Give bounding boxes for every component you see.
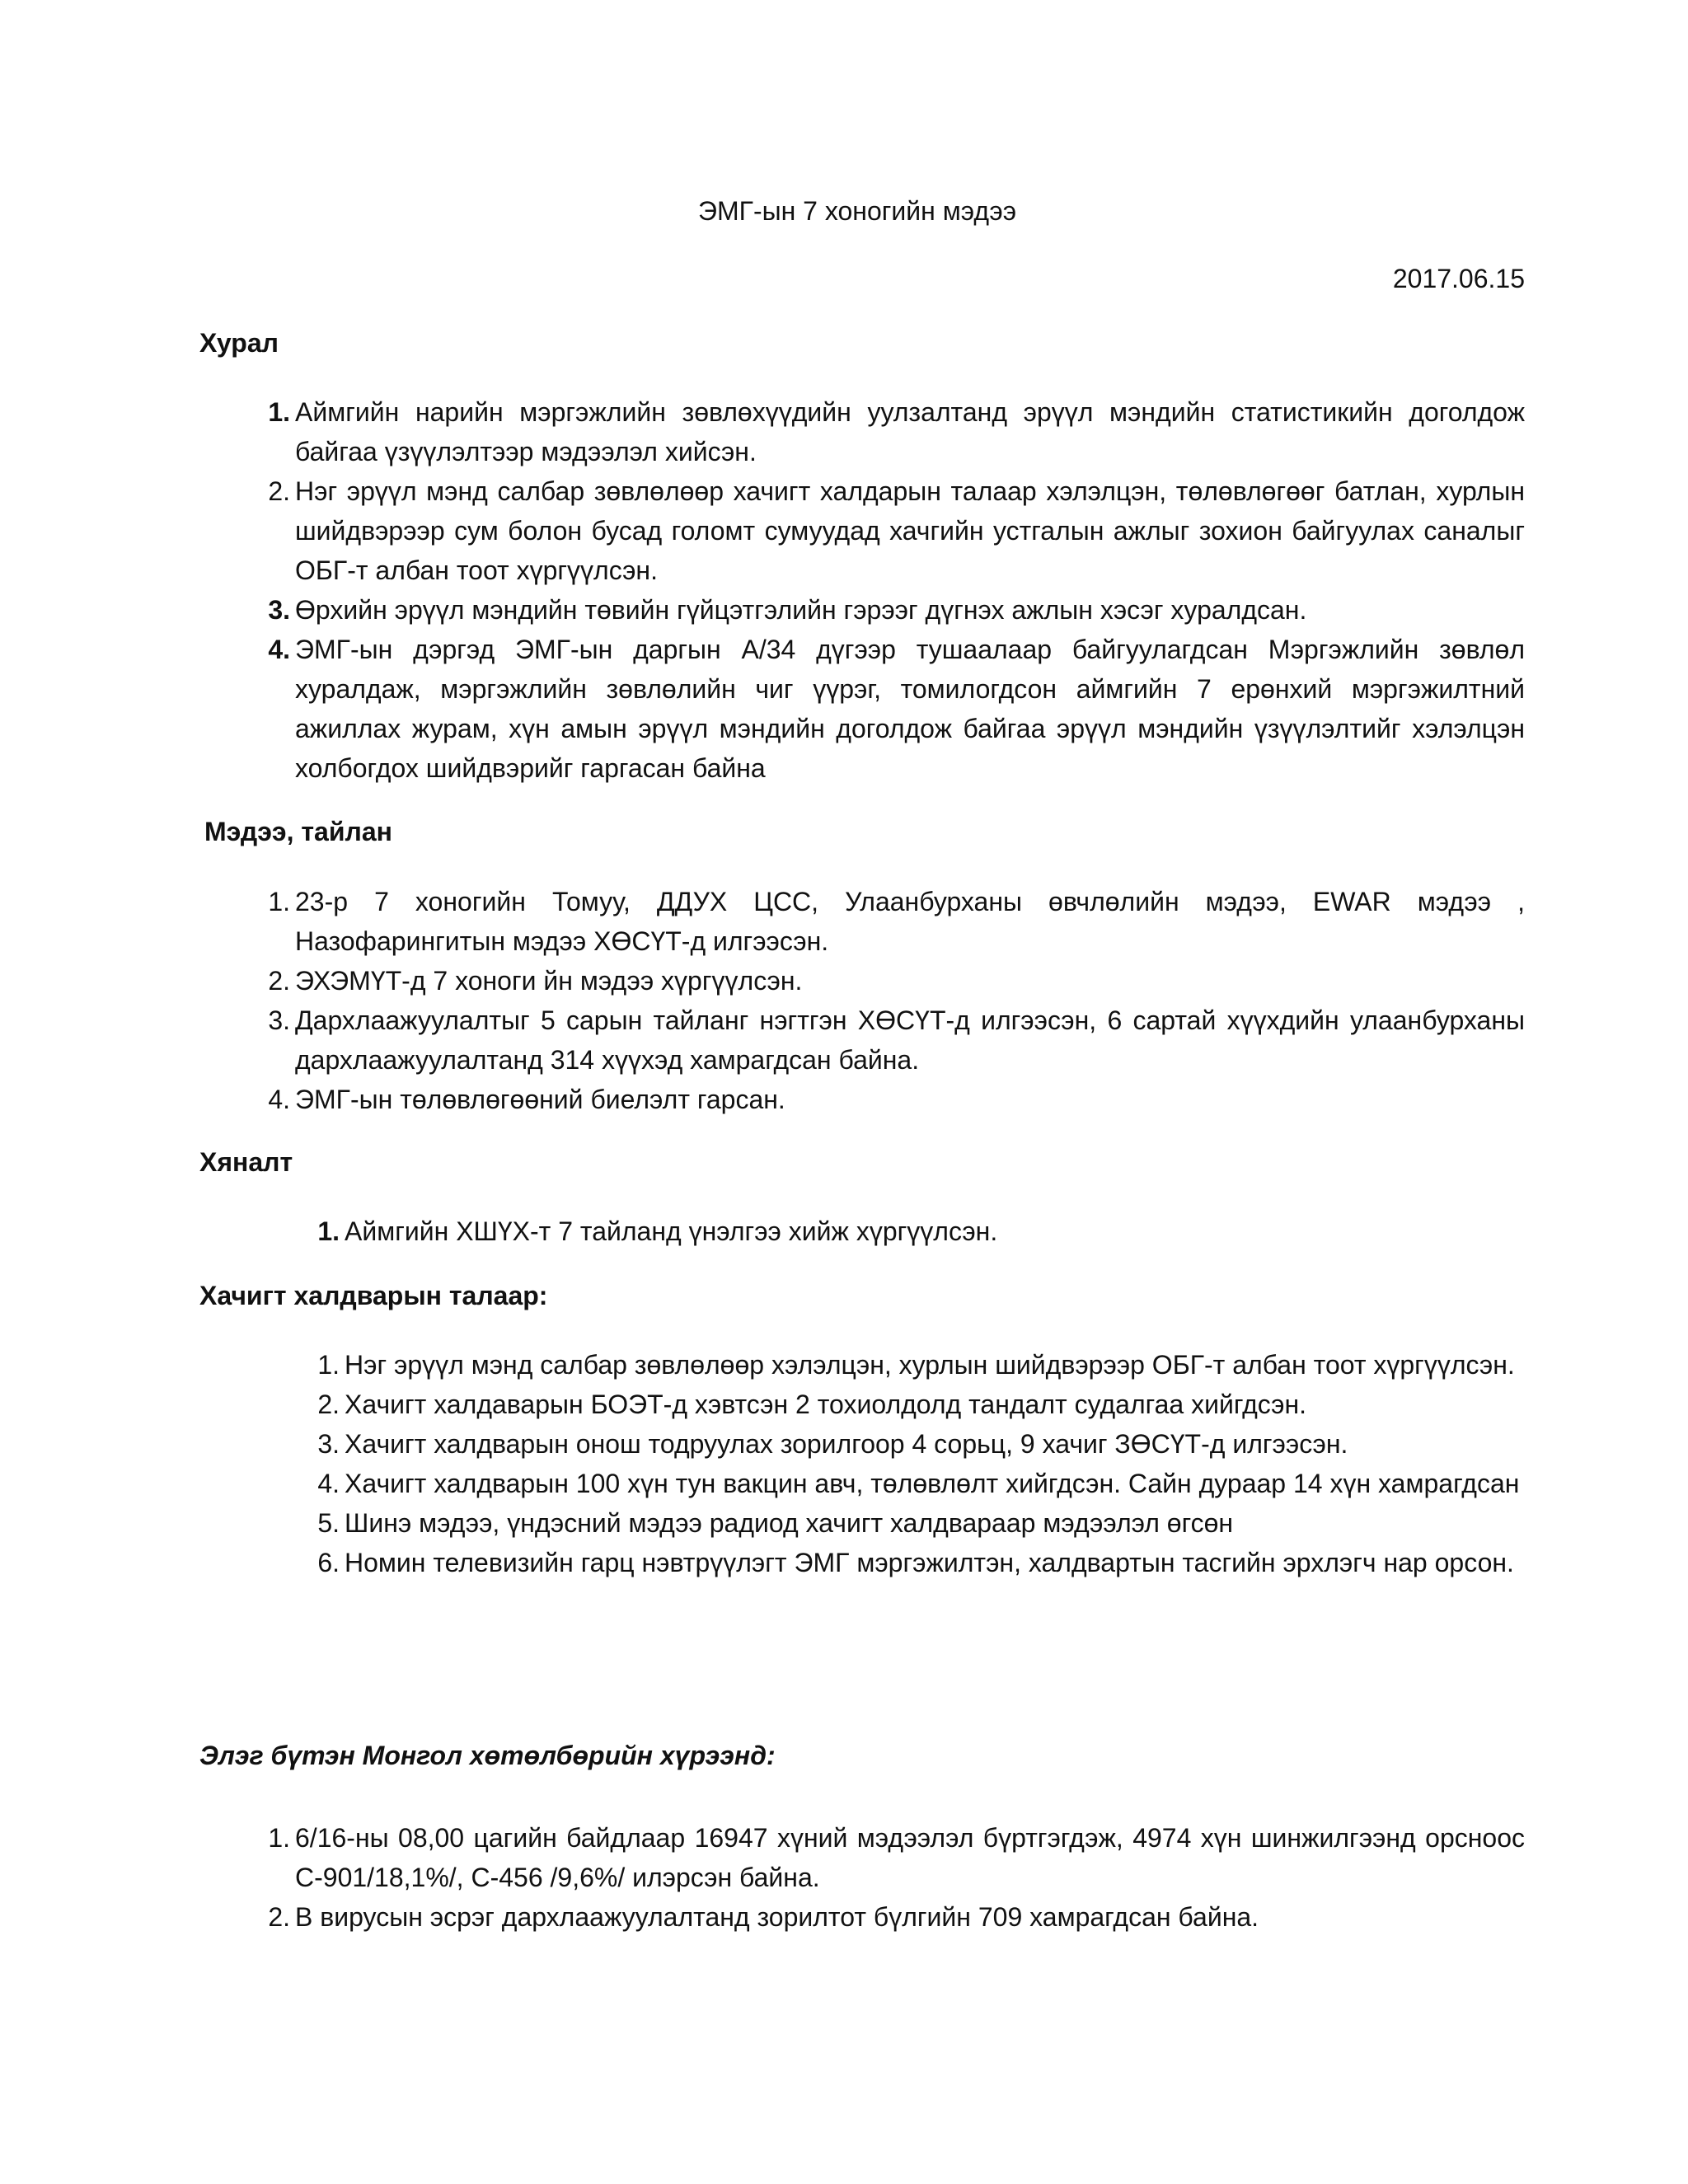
list-item: 2. В вирусын эсрэг дархлаажуулалтанд зорилтот бүлгийн 709 хамрагдсан байна. <box>268 1902 1259 1932</box>
list-item: 1. 23-р 7 хоногийн Томуу, ДДУХ ЦСС, Улаанбурханы өвчлөлийн мэдээ, EWAR мэдээ , Назофарингитын мэдээ ХӨСҮТ-д илгээсэн. <box>268 887 1526 956</box>
list-item: 4. ЭМГ-ын дэргэд ЭМГ-ын даргын А/34 дүгээр тушаалаар байгуулагдсан Мэргэжлийн зөвлөл хуралдаж, мэргэжлийн зөвлөлийн чиг үүрэг, томилогдсон аймгийн 7 ерөнхий мэргэжилтний ажиллах журам, хүн амын эрүүл мэндийн доголдож байгаа эрүүл мэндийн үзүүлэлтийг хэлэлцэн холбогдох шийдвэрийг гаргасан байна <box>268 635 1525 783</box>
list-item: 1. 6/16-ны 08,00 цагийн байдлаар 16947 хүний мэдээлэл бүртгэгдэж, 4974 хүн шинжилгээнд орсноос С-901/18,1%/, С-456 /9,6%/ илэрсэн байна. <box>268 1823 1525 1892</box>
section-heading-medee: Мэдээ, тайлан <box>204 817 392 846</box>
eleg-list <box>268 1818 1525 1937</box>
list-item: 4. Хачигт халдварын 100 хүн тун вакцин авч, төлөвлөлт хийгдсэн. Сайн дураар 14 хүн хамрагдсан <box>317 1469 1520 1498</box>
list-item: 3. Өрхийн эрүүл мэндийн төвийн гүйцэтгэлийн гэрээг дүгнэх ажлын хэсэг хуралдсан. <box>268 595 1307 625</box>
section-heading-hachig: Хачигт халдварын талаар: <box>199 1281 548 1310</box>
section-heading-hural: Хурал <box>199 328 279 358</box>
list-item: 1. Нэг эрүүл мэнд салбар зөвлөлөөр хэлэлцэн, хурлын шийдвэрээр ОБГ-т албан тоот хүргүүлсэн. <box>317 1350 1515 1380</box>
list-item: 2. Нэг эрүүл мэнд салбар зөвлөлөөр хачигт халдарын талаар хэлэлцэн, төлөвлөгөөг батлан, хурлын шийдвэрээр сум болон бусад голомт сумуудад хачгийн устгалын ажлыг зохион байгуулах саналыг ОБГ-т албан тоот хүргүүлсэн. <box>268 476 1525 585</box>
hachig-list <box>317 1345 1525 1582</box>
list-item: 1. Аймгийн нарийн мэргэжлийн зөвлөхүүдийн уулзалтанд эрүүл мэндийн статистикийн доголдож байгаа үзүүлэлтээр мэдээлэл хийсэн. <box>268 397 1525 466</box>
section-heading-hyanalt: Хяналт <box>199 1147 293 1177</box>
document-date: 2017.06.15 <box>1392 264 1525 293</box>
hural-list <box>268 392 1525 788</box>
section-heading-eleg: Элэг бүтэн Монгол хөтөлбөрийн хүрээнд: <box>199 1741 776 1770</box>
list-item: 1. Аймгийн ХШҮХ-т 7 тайланд үнэлгээ хийж хүргүүлсэн. <box>317 1216 998 1246</box>
list-item: 6. Номин телевизийн гарц нэвтрүүлэгт ЭМГ мэргэжилтэн, халдвартын тасгийн эрхлэгч нар орсон. <box>317 1548 1514 1577</box>
hyanalt-list <box>317 1212 1525 1251</box>
list-item: 5. Шинэ мэдээ, үндэсний мэдээ радиод хачигт халдвараар мэдээлэл өгсөн <box>317 1508 1234 1538</box>
document-title: ЭМГ-ын 7 хоногийн мэдээ <box>697 196 1017 226</box>
list-item: 3. Хачигт халдварын онош тодруулах зорилгоор 4 сорьц, 9 хачиг ЗӨСҮТ-д илгээсэн. <box>317 1429 1348 1459</box>
list-item: 2. ЭХЭМҮТ-д 7 хоноги йн мэдээ хүргүүлсэн. <box>268 966 803 996</box>
list-item: 3. Дархлаажуулалтыг 5 сарын тайланг нэгтгэн ХӨСҮТ-д илгээсэн, 6 сартай хүүхдийн улаанбурханы дархлаажуулалтанд 314 хүүхэд хамрагдсан байна. <box>268 1005 1525 1075</box>
list-item: 2. Хачигт халдаварын БОЭТ-д хэвтсэн 2 тохиолдолд тандалт судалгаа хийгдсэн. <box>317 1390 1306 1419</box>
list-item: 4. ЭМГ-ын төлөвлөгөөний биелэлт гарсан. <box>268 1085 785 1114</box>
medee-list <box>268 882 1526 1119</box>
